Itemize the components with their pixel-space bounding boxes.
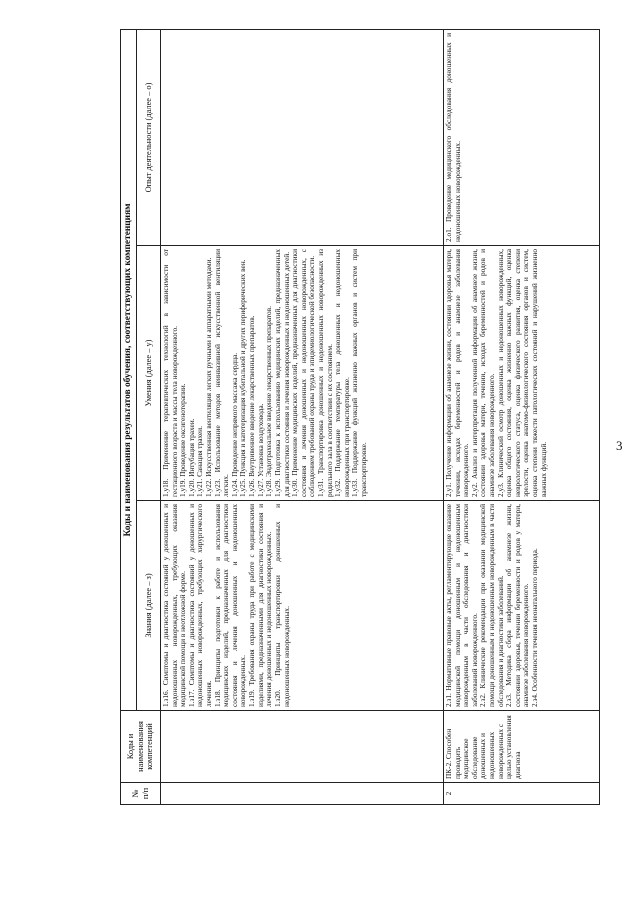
- knowledge-item: 2.з4. Особенности течения неонатального периода.: [530, 548, 540, 707]
- skill-item: 1.у21. Санация трахеи.: [195, 426, 205, 497]
- row-number: [161, 783, 444, 805]
- experience-cell: [161, 30, 444, 246]
- header-experience: Опыт деятельности (далее – о): [137, 30, 161, 246]
- skills-cell: [161, 246, 444, 501]
- table-row: [161, 30, 444, 805]
- knowledge-item: 1.з17. Симптомы и диагностика состояний у доношенных и недоношенных новорожденных, требующих хирургического лечения.: [186, 504, 214, 707]
- table-row: [444, 30, 600, 805]
- skill-item: 1.у30. Применение медицинских изделий, предназначенных для диагностики состояния и лечения доношенных и недоношенных новорожденных, с соблюдением требований охраны труда и эпидемиологической безопасности.: [290, 249, 317, 497]
- knowledge-item: 1.з16. Симптомы и диагностика состояний у доношенных и недоношенных новорожденных, требующих оказания медицинской помощи в неотложной форме.: [161, 504, 188, 707]
- experience-item: 2.о1. Проведение медицинского обследования доношенных и недоношенных новорожденных.: [444, 33, 462, 242]
- knowledge-item: 2.з3. Методика сбора информации об анамнезе жизни, состоянии здоровья, течении беременности и родов у матери, анамнезе заболевания новорожденного.: [504, 504, 531, 707]
- knowledge-item: 1.з19. Требования охраны труда при работе с медицинскими изделиями, предназначенными для диагностики состояния и лечения доношенных и недоношенных новорожденных.: [247, 504, 274, 707]
- skill-item: 1.у24. Проведение непрямого массажа сердца.: [229, 352, 239, 497]
- skill-item: 1.у31. Транспортировка доношенных и недоношенных новорожденных из родильного зала в соответствии с их состоянием.: [315, 249, 334, 497]
- header-skills: Умения (далее – у): [137, 246, 161, 501]
- skill-item: 1.у28. Эндотрахеальное введение лекарственных препаратов.: [264, 306, 274, 497]
- header-codes: Коды и наименования компетенций: [121, 711, 161, 783]
- competency-cell: [161, 711, 444, 783]
- skill-item: 1.у33. Поддержание функций жизненно важных органов и систем при транспортировке.: [350, 249, 369, 497]
- skill-item: 1.у27. Установка воздуховода.: [255, 403, 265, 497]
- skill-item: 1.у29. Подготовка к использованию медицинских изделий, предназначенных для диагностики состояния и лечения новорожденных и недоношенных детей.: [272, 249, 291, 497]
- skill-item: 2.у3. Клинический осмотр доношенных и недоношенных новорожденных, оценка общего состояния, оценка жизненно важных функций, оценка неврологического статуса, оценка физического развития, оценка степени зрелости, оценка анатомо-физиологического состояния органов и систем, оценка степени тяжести патологических состояний и нарушений жизненно важных функций.: [495, 249, 548, 497]
- knowledge-item: 2.з1. Нормативные правовые акты, регламентирующие оказание медицинской помощи доношенным и недоношенным новорожденным в части обследования и диагностики заболеваний новорожденного.: [444, 504, 479, 707]
- skill-item: 1.у18. Применение терапевтических технологий в зависимости от гестационного возраста и массы тела новорожденного.: [161, 249, 179, 497]
- skill-item: 1.у22. Искусственная вентиляция легких ручными и аппаратными методами.: [204, 257, 214, 497]
- knowledge-item: 1.з20. Принципы транспортировки доношенных и недоношенных новорожденных.: [272, 504, 291, 707]
- page-number: 3: [616, 438, 623, 453]
- header-no: № п/п: [121, 783, 161, 805]
- competency-table: [120, 29, 600, 805]
- skill-item: 1.у25. Пункция и катетеризация кубитальной и других периферических вен.: [238, 259, 248, 497]
- knowledge-item: 2.з2. Клинические рекомендации при оказании медицинской помощи доношенным и недоношенным новорожденным в части обследования и диагностики заболеваний.: [478, 504, 505, 707]
- skill-item: 1.у32. Поддержание температуры тела доношенных и недоношенных новорожденных при транспортировке.: [333, 249, 351, 497]
- skill-item: 1.у20. Интубация трахеи.: [186, 418, 196, 497]
- row-number: 2: [444, 783, 600, 805]
- knowledge-cell: [444, 501, 600, 711]
- skill-item: 1.у19. Проведение оксигенотерапии.: [178, 383, 188, 497]
- skills-cell: [444, 246, 600, 501]
- header-knowledge: Знания (далее – з): [137, 501, 161, 711]
- skill-item: 1.у26. Внутривенное введение лекарственных препаратов.: [247, 315, 257, 497]
- competency-table-rotated: [120, 30, 600, 805]
- skill-item: 1.у23. Использование методов неинвазивной искусственной вентиляции легких.: [212, 249, 231, 497]
- header-results-group: Коды и наименования результатов обучения, соответствующих компетенциям: [121, 30, 137, 711]
- knowledge-item: 1.з18. Принципы подготовки к работе и использования медицинских изделий, предназначенных для диагностики состояния и лечения доношенных и недоношенных новорожденных.: [212, 504, 248, 707]
- skill-item: 2.у2. Анализ и интерпретация полученной информации об анамнезе жизни, состоянии здоровья матери, течении, исходах беременностей и родов и анамнезе заболевания новорожденного.: [469, 249, 497, 497]
- competency-cell: [444, 711, 600, 783]
- skill-item: 2.у1. Получение информации об анамнезе жизни, состоянии здоровья матери, течении, исходах беременностей и родов и анамнезе заболевания новорожденного.: [444, 249, 471, 497]
- experience-cell: [444, 30, 600, 246]
- knowledge-cell: [161, 501, 444, 711]
- competency-text: ПК-2. Способен проводить медицинское обследование доношенных и недоношенных новорожденных с целью установления диагноза: [444, 715, 522, 779]
